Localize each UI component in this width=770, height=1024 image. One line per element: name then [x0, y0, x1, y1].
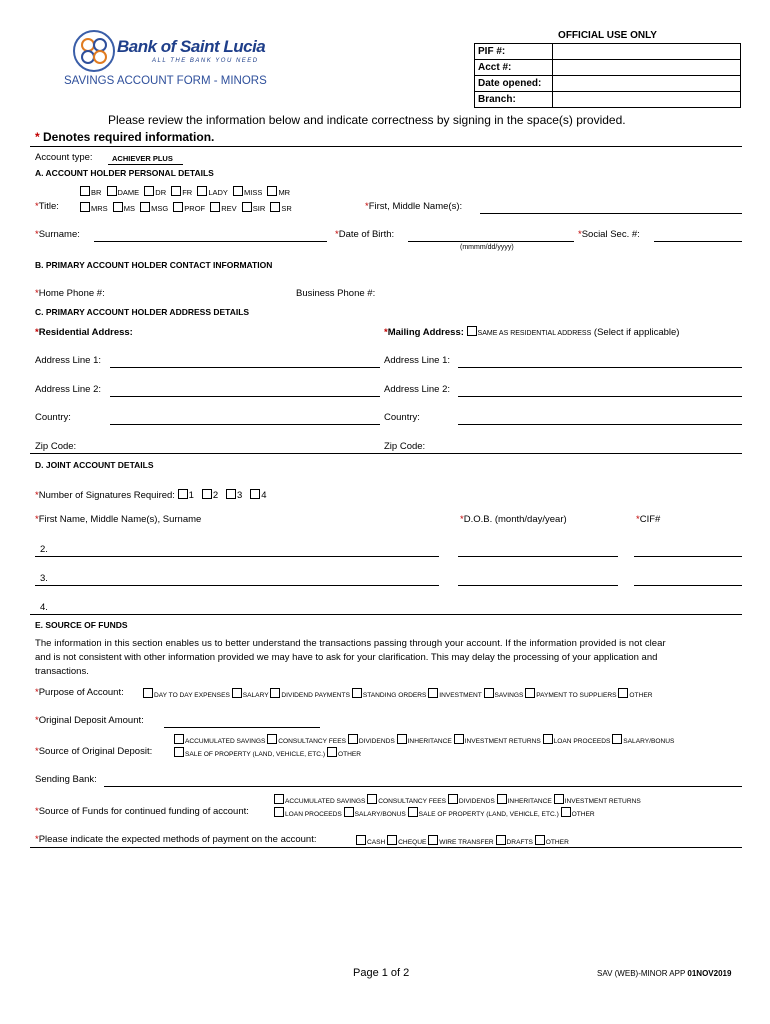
- account-type-value: ACHIEVER PLUS: [112, 154, 173, 163]
- form-code: SAV (WEB)-MINOR APP 01NOV2019: [597, 969, 732, 978]
- review-instructions: Please review the information below and indicate correctness by signing in the space(s) provided.: [108, 113, 626, 127]
- pif-field[interactable]: [552, 44, 740, 60]
- date-opened-field[interactable]: [552, 76, 740, 92]
- sof-paragraph-3: transactions.: [35, 666, 89, 677]
- continued-option[interactable]: OTHER: [561, 811, 595, 818]
- mail-address1-field[interactable]: [458, 367, 742, 368]
- title-label: *Title:: [35, 201, 59, 212]
- signatures-3-checkbox[interactable]: [226, 489, 236, 499]
- payment-methods-label: *Please indicate the expected methods of payment on the account:: [35, 834, 317, 845]
- surname-field[interactable]: [94, 241, 327, 242]
- title-option[interactable]: MRS: [80, 204, 108, 213]
- title-option[interactable]: FR: [171, 188, 192, 197]
- required-note: * Denotes required information.: [35, 130, 215, 144]
- first-names-label: *First, Middle Name(s):: [365, 201, 463, 212]
- title-option[interactable]: DR: [144, 188, 166, 197]
- mail-country-field[interactable]: [458, 424, 742, 425]
- source-option[interactable]: DIVIDENDS: [348, 738, 395, 745]
- dob-field[interactable]: [408, 241, 574, 242]
- purpose-label: *Purpose of Account:: [35, 687, 124, 698]
- source-option[interactable]: INVESTMENT RETURNS: [454, 738, 541, 745]
- business-phone-label: Business Phone #:: [296, 288, 376, 299]
- ssn-label: *Social Sec. #:: [578, 229, 640, 240]
- payment-option[interactable]: DRAFTS: [496, 839, 533, 846]
- title-option[interactable]: MSG: [140, 204, 168, 213]
- pif-label: PIF #:: [475, 44, 553, 60]
- acct-label: Acct #:: [475, 60, 553, 76]
- continued-options-row1: [274, 794, 641, 805]
- first-names-field[interactable]: [480, 213, 742, 214]
- purpose-option[interactable]: SAVINGS: [484, 692, 524, 699]
- official-use-title: OFFICIAL USE ONLY: [475, 28, 741, 44]
- payment-option[interactable]: OTHER: [535, 839, 569, 846]
- signatures-4-checkbox[interactable]: [250, 489, 260, 499]
- source-option[interactable]: SALE OF PROPERTY (LAND, VEHICLE, ETC.): [174, 751, 325, 758]
- continued-option[interactable]: CONSULTANCY FEES: [367, 798, 446, 805]
- title-option[interactable]: SR: [270, 204, 291, 213]
- sof-paragraph-2: and is not consistent with other information provided we may have to ask for your clarification. This may delay the processing of your application and: [35, 652, 658, 663]
- joint-row2-cif-field[interactable]: [634, 556, 742, 557]
- mail-zip-label: Zip Code:: [384, 441, 426, 452]
- payment-option[interactable]: WIRE TRANSFER: [428, 839, 493, 846]
- account-type-label: Account type:: [35, 152, 93, 163]
- joint-row3-name-field[interactable]: [35, 585, 439, 586]
- sending-bank-label: Sending Bank:: [35, 774, 97, 785]
- res-zip-label: Zip Code:: [35, 441, 77, 452]
- same-as-residential-checkbox[interactable]: [467, 326, 477, 336]
- purpose-option[interactable]: OTHER: [618, 692, 652, 699]
- title-option[interactable]: SIR: [242, 204, 266, 213]
- sending-bank-field[interactable]: [104, 786, 742, 787]
- purpose-option[interactable]: PAYMENT TO SUPPLIERS: [525, 692, 616, 699]
- joint-cif-header: *CIF#: [636, 514, 661, 525]
- form-title: SAVINGS ACCOUNT FORM - MINORS: [64, 75, 267, 87]
- official-use-box: [474, 28, 741, 108]
- title-option[interactable]: BR: [80, 188, 101, 197]
- res-country-label: Country:: [35, 412, 71, 423]
- joint-dob-header: *D.O.B. (month/day/year): [460, 514, 567, 525]
- dob-label: *Date of Birth:: [335, 229, 395, 240]
- joint-row-4: 4.: [40, 602, 48, 613]
- payment-option[interactable]: CHEQUE: [387, 839, 426, 846]
- section-a-title: A. ACCOUNT HOLDER PERSONAL DETAILS: [35, 168, 214, 178]
- res-address2-field[interactable]: [110, 396, 380, 397]
- mail-address2-label: Address Line 2:: [384, 384, 451, 395]
- deposit-amount-field[interactable]: [164, 727, 320, 728]
- source-option[interactable]: ACCUMULATED SAVINGS: [174, 738, 265, 745]
- continued-option[interactable]: INVESTMENT RETURNS: [554, 798, 641, 805]
- joint-row-3: 3.: [40, 573, 48, 584]
- ssn-field[interactable]: [654, 241, 742, 242]
- joint-row-2: 2.: [40, 544, 48, 555]
- title-option[interactable]: MR: [267, 188, 290, 197]
- logo-emblem-icon: [73, 30, 115, 72]
- continued-option[interactable]: DIVIDENDS: [448, 798, 495, 805]
- section-b-title: B. PRIMARY ACCOUNT HOLDER CONTACT INFORMATION: [35, 260, 273, 270]
- res-address2-label: Address Line 2:: [35, 384, 102, 395]
- section-d-title: D. JOINT ACCOUNT DETAILS: [35, 460, 154, 470]
- source-options-row2: [174, 747, 361, 758]
- title-option[interactable]: PROF: [173, 204, 205, 213]
- source-option[interactable]: CONSULTANCY FEES: [267, 738, 346, 745]
- res-address1-label: Address Line 1:: [35, 355, 102, 366]
- purpose-options: [143, 688, 653, 699]
- mail-address1-label: Address Line 1:: [384, 355, 451, 366]
- title-option[interactable]: MISS: [233, 188, 262, 197]
- title-option[interactable]: REV: [210, 204, 236, 213]
- continued-option[interactable]: SALE OF PROPERTY (LAND, VEHICLE, ETC.): [408, 811, 559, 818]
- title-option[interactable]: MS: [113, 204, 135, 213]
- mailing-label: *Mailing Address: SAME AS RESIDENTIAL ADDRESS (Select if applicable): [384, 327, 680, 338]
- sof-paragraph-1: The information in this section enables us to better understand the transactions passing through your account. If the information provided is not clear: [35, 638, 666, 649]
- source-label: *Source of Original Deposit:: [35, 746, 153, 757]
- source-option[interactable]: SALARY/BONUS: [612, 738, 674, 745]
- section-e-title: E. SOURCE OF FUNDS: [35, 620, 128, 630]
- date-opened-label: Date opened:: [475, 76, 553, 92]
- res-country-field[interactable]: [110, 424, 380, 425]
- continued-option[interactable]: LOAN PROCEEDS: [274, 811, 342, 818]
- source-options-row1: [174, 734, 674, 745]
- dob-format-hint: (mmmm/dd/yyyy): [460, 244, 514, 251]
- joint-row2-dob-field[interactable]: [458, 556, 618, 557]
- title-options-row2: [80, 202, 295, 213]
- joint-row3-dob-field[interactable]: [458, 585, 618, 586]
- deposit-amount-label: *Original Deposit Amount:: [35, 715, 144, 726]
- continued-option[interactable]: ACCUMULATED SAVINGS: [274, 798, 365, 805]
- joint-names-header: *First Name, Middle Name(s), Surname: [35, 514, 202, 525]
- source-option[interactable]: OTHER: [327, 751, 361, 758]
- residential-label: *Residential Address:: [35, 327, 133, 338]
- continued-funding-label: *Source of Funds for continued funding of account:: [35, 806, 249, 817]
- acct-field[interactable]: [552, 60, 740, 76]
- title-option[interactable]: LADY: [197, 188, 228, 197]
- source-option[interactable]: INHERITANCE: [397, 738, 452, 745]
- joint-row3-cif-field[interactable]: [634, 585, 742, 586]
- purpose-option[interactable]: STANDING ORDERS: [352, 692, 427, 699]
- purpose-option[interactable]: DIVIDEND PAYMENTS: [270, 692, 350, 699]
- payment-option[interactable]: CASH: [356, 839, 385, 846]
- bank-name: Bank of Saint Lucia: [117, 37, 266, 56]
- signatures-1-checkbox[interactable]: [178, 489, 188, 499]
- source-option[interactable]: LOAN PROCEEDS: [543, 738, 611, 745]
- continued-options-row2: [274, 807, 595, 818]
- bank-tagline: ALL THE BANK YOU NEED: [152, 58, 259, 64]
- surname-label: *Surname:: [35, 229, 80, 240]
- signatures-2-checkbox[interactable]: [202, 489, 212, 499]
- branch-field[interactable]: [552, 92, 740, 108]
- mail-address2-field[interactable]: [458, 396, 742, 397]
- home-phone-label: *Home Phone #:: [35, 288, 105, 299]
- continued-option[interactable]: INHERITANCE: [497, 798, 552, 805]
- purpose-option[interactable]: INVESTMENT: [428, 692, 481, 699]
- res-address1-field[interactable]: [110, 367, 380, 368]
- mail-country-label: Country:: [384, 412, 420, 423]
- joint-row2-name-field[interactable]: [35, 556, 439, 557]
- title-options-row1: [80, 186, 293, 197]
- purpose-option[interactable]: DAY TO DAY EXPENSES: [143, 692, 230, 699]
- signatures-required: *Number of Signatures Required: 1 2 3 4: [35, 490, 267, 501]
- title-option[interactable]: DAME: [107, 188, 140, 197]
- purpose-option[interactable]: SALARY: [232, 692, 269, 699]
- continued-option[interactable]: SALARY/BONUS: [344, 811, 406, 818]
- payment-options: [356, 835, 569, 846]
- page-number: Page 1 of 2: [353, 967, 410, 979]
- section-c-title: C. PRIMARY ACCOUNT HOLDER ADDRESS DETAILS: [35, 307, 250, 317]
- branch-label: Branch:: [475, 92, 553, 108]
